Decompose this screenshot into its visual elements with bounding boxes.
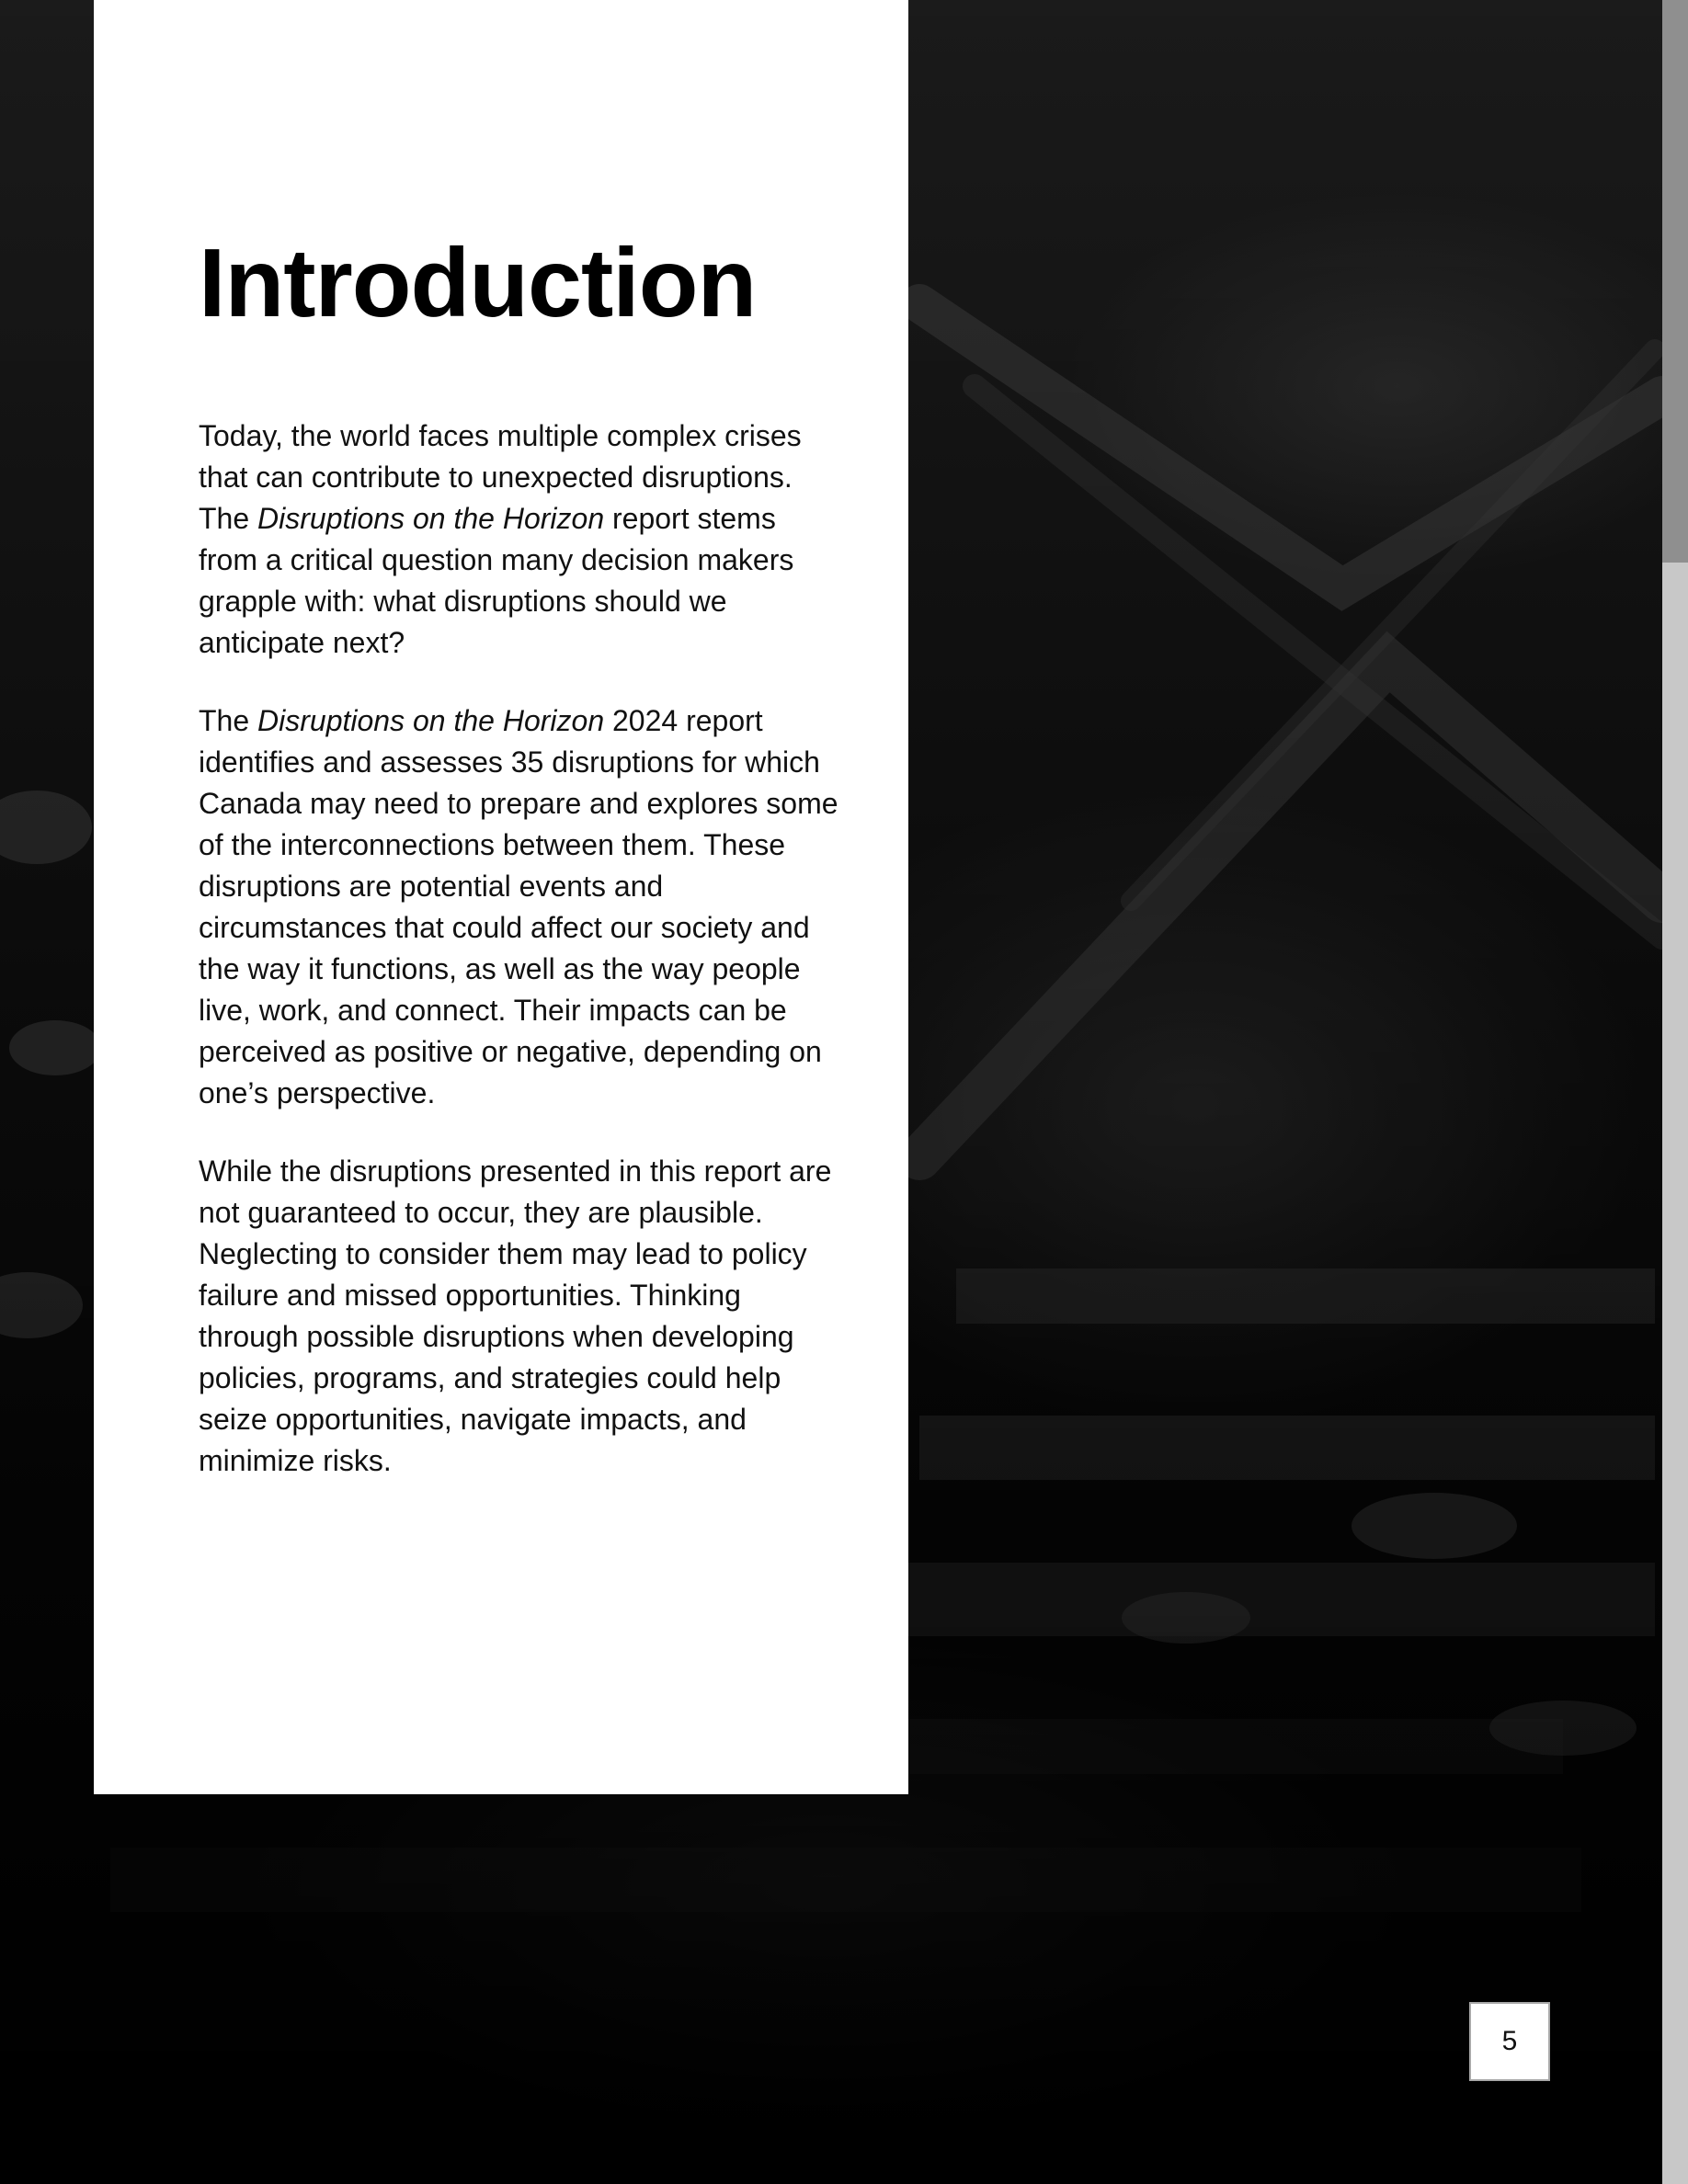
scrollbar-thumb[interactable] — [1662, 0, 1688, 563]
vertical-scrollbar[interactable] — [1662, 0, 1688, 2184]
paragraph — [199, 415, 842, 664]
intro-body — [199, 415, 842, 1519]
paragraph-text: 2024 report identifies and assesses 35 disruptions for which Canada may need to prepare and explores some of the interconnections between them. These disruptions are potential events and circumstances that could affect our society and the way it functions, as well as the way people live, work, and connect. Their impacts can be perceived as positive or negative, depending on one’s perspective. — [199, 704, 838, 1109]
paragraph — [199, 1151, 842, 1482]
report-title: Disruptions on the Horizon — [257, 704, 605, 737]
paragraph — [199, 700, 842, 1114]
paragraph-text: The — [199, 704, 258, 737]
paragraph-text: Today, the world faces multiple complex crises that can contribute to unexpected disruptions. The — [199, 419, 802, 535]
paragraph-text: While the disruptions presented in this report are not guaranteed to occur, they are plausible. Neglecting to consider them may lead to policy failure and missed opportunities. Thinking through possible disruptions when developing policies, programs, and strategies could help seize opportunities, navigate impacts, and minimize risks. — [199, 1155, 832, 1477]
intro-text-panel — [94, 0, 908, 1794]
page-title: Introduction — [199, 229, 757, 337]
report-title: Disruptions on the Horizon — [257, 502, 605, 535]
page-number: 5 — [1469, 2002, 1550, 2081]
paragraph-text: report stems from a critical question many decision makers grapple with: what disruptions should we anticipate next? — [199, 502, 794, 659]
